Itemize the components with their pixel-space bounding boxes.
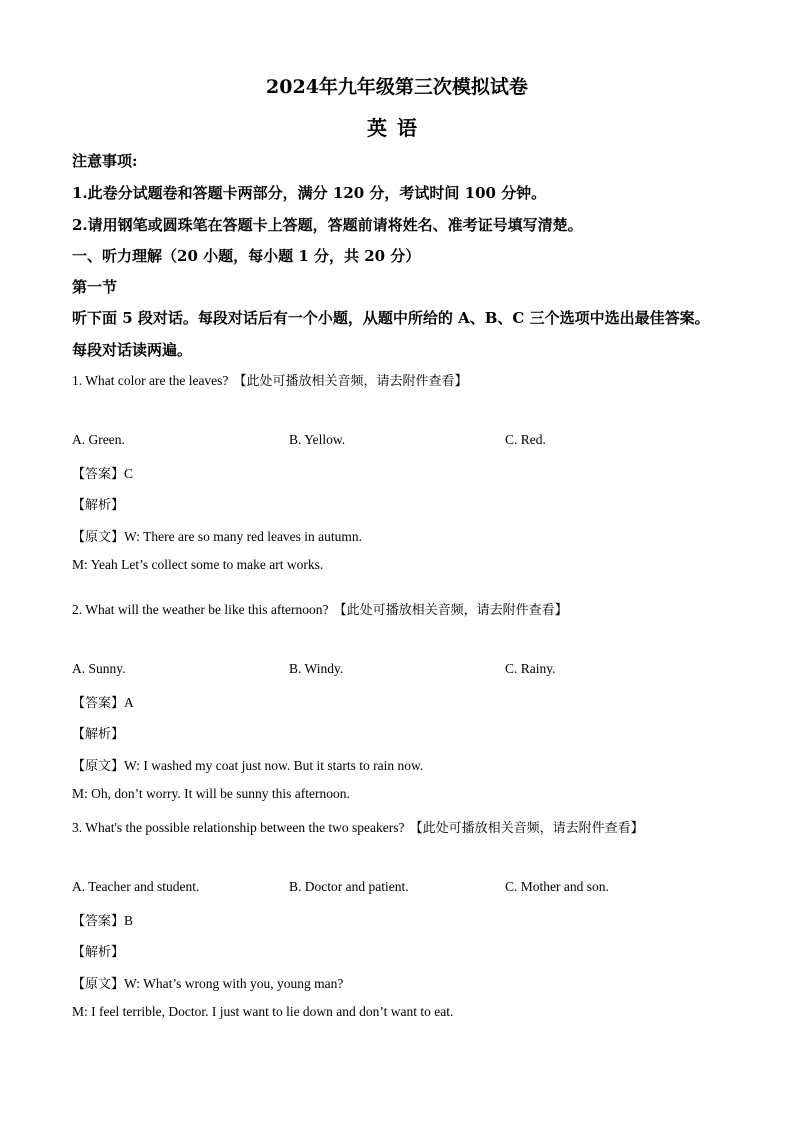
question-stem: 1. What color are the leaves? — [72, 373, 229, 388]
answer-line — [72, 692, 134, 711]
original-m: M: Oh, don’t worry. It will be sunny this afternoon. — [72, 786, 350, 801]
analysis-label: 【解析】 — [72, 727, 125, 742]
answer-label: 【答案】 — [72, 696, 125, 711]
section-instruction-2: 每段对话读两遍。 — [72, 341, 193, 359]
audio-link[interactable]: 【此处可播放相关音频，请去附件查看】 — [233, 374, 468, 389]
original-w: W: What’s wrong with you, young man? — [124, 976, 344, 991]
question-1 — [72, 370, 468, 389]
answer-label: 【答案】 — [72, 467, 125, 482]
analysis-label: 【解析】 — [72, 945, 125, 960]
question-stem: 3. What's the possible relationship between the two speakers? — [72, 820, 405, 835]
original-w: W: I washed my coat just now. But it starts to rain now. — [124, 758, 424, 773]
answer-line — [72, 463, 133, 482]
question-3 — [72, 817, 644, 836]
note-item-1: 1.此卷分试题卷和答题卡两部分，满分 120 分，考试时间 100 分钟。 — [72, 184, 547, 202]
original-label: 【原文】 — [72, 977, 125, 992]
option-c: C. Rainy. — [505, 661, 556, 676]
original-label: 【原文】 — [72, 759, 125, 774]
question-2 — [72, 599, 568, 618]
note-item-2: 2.请用钢笔或圆珠笔在答题卡上答题，答题前请将姓名、准考证号填写清楚。 — [72, 216, 583, 234]
answer-value: A — [124, 695, 134, 710]
answer-label: 【答案】 — [72, 914, 125, 929]
answer-value: B — [124, 913, 134, 928]
option-a: A. Sunny. — [72, 661, 126, 676]
option-a: A. Teacher and student. — [72, 879, 200, 894]
subject-title: 英语 — [367, 116, 427, 140]
option-c: C. Mother and son. — [505, 879, 609, 894]
audio-link[interactable]: 【此处可播放相关音频，请去附件查看】 — [409, 821, 644, 836]
notes-heading: 注意事项: — [72, 152, 138, 170]
audio-link[interactable]: 【此处可播放相关音频，请去附件查看】 — [333, 603, 568, 618]
original-label: 【原文】 — [72, 530, 125, 545]
original-line — [72, 973, 343, 992]
section-part: 第一节 — [72, 278, 118, 296]
answer-line — [72, 910, 133, 929]
exam-title: 2024年九年级第三次模拟试卷 — [266, 76, 528, 98]
option-b: B. Yellow. — [289, 432, 346, 447]
answer-value: C — [124, 466, 134, 481]
original-m: M: Yeah Let’s collect some to make art works. — [72, 557, 324, 572]
section-title: 一、听力理解（20 小题，每小题 1 分，共 20 分） — [72, 247, 421, 265]
option-b: B. Doctor and patient. — [289, 879, 409, 894]
section-instruction-1: 听下面 5 段对话。每段对话后有一个小题，从题中所给的 A、B、C 三个选项中选出最佳答案。 — [72, 309, 710, 327]
option-a: A. Green. — [72, 432, 125, 447]
option-c: C. Red. — [505, 432, 546, 447]
original-w: W: There are so many red leaves in autumn. — [124, 529, 363, 544]
analysis-label: 【解析】 — [72, 498, 125, 513]
original-m: M: I feel terrible, Doctor. I just want to lie down and don’t want to eat. — [72, 1004, 454, 1019]
question-stem: 2. What will the weather be like this afternoon? — [72, 602, 329, 617]
option-b: B. Windy. — [289, 661, 344, 676]
original-line — [72, 755, 423, 774]
original-line — [72, 526, 362, 545]
